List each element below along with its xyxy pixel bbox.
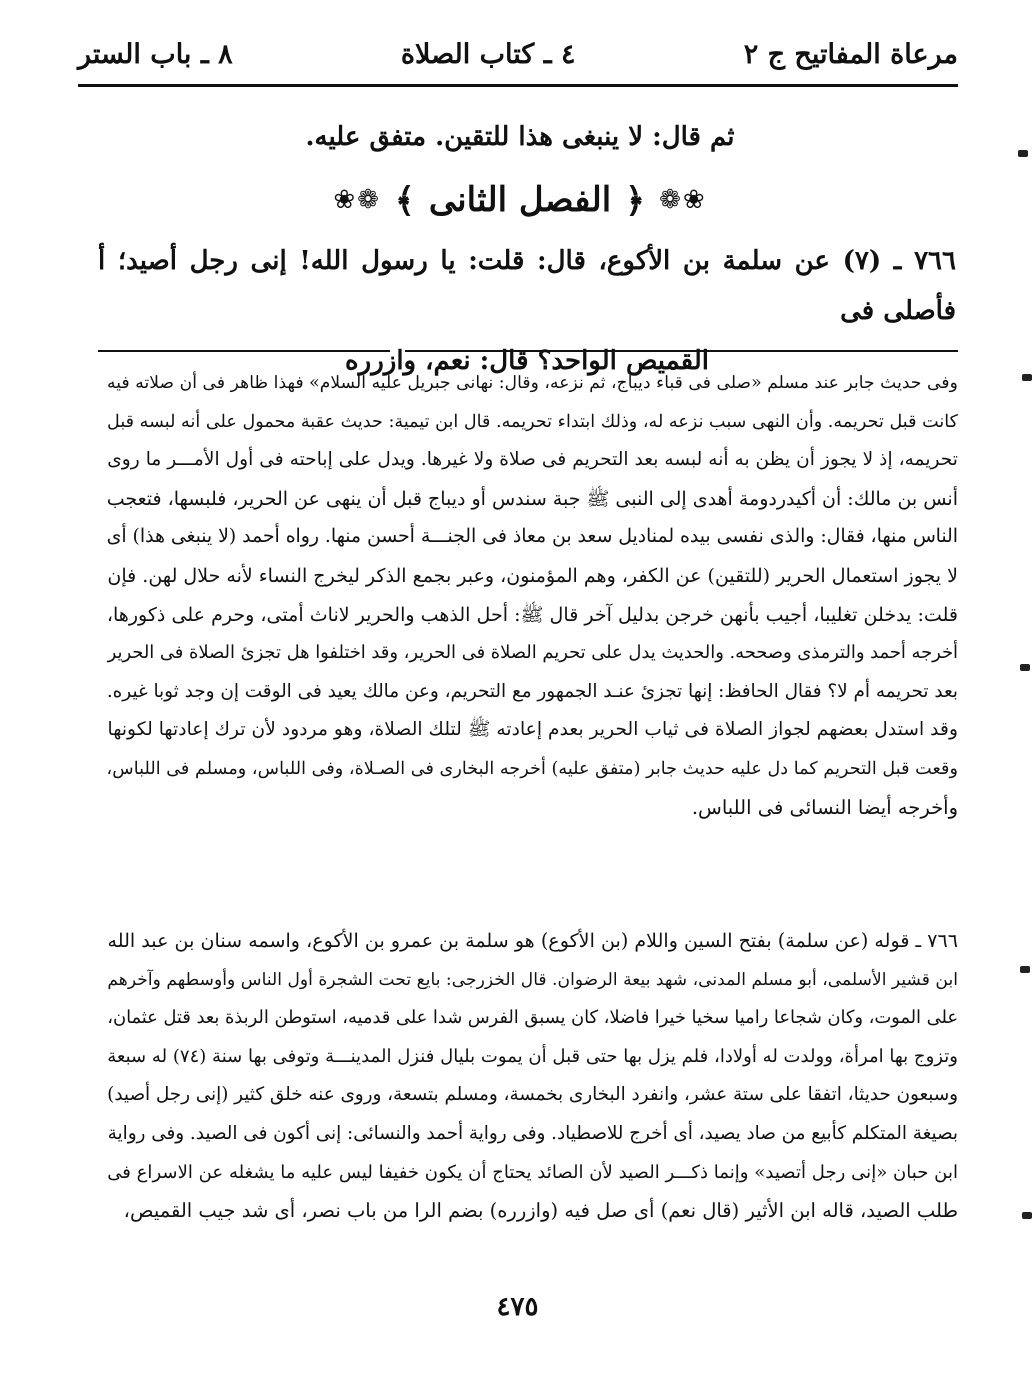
closing-line: ثم قال: لا ينبغى هذا للتقين. متفق عليه. [305,122,735,152]
commentary-line: وسبعون حديثا، اتفقا على ستة عشر، وانفرد البخارى بخمسة، ومسلم بتسعة، وروى عنه خلق كثير (إنى رجل أصيد) [107,1084,958,1106]
commentary-line: طلب الصيد، قاله ابن الأثير (قال نعم) أى صل فيه (وازرره) بضم الرا من باب نصر، أى شد جيب القميص، [123,1199,958,1223]
ornament-right-icon: ❀❁ [659,185,707,215]
commentary-line: وقعت قبل التحريم كما دل عليه حديث جابر (متفق عليه) أخرجه البخارى فى الصـلاة، وفى اللباس، ومسلم فى اللباس، [106,758,958,779]
hadith-line-2: القميص الواحد؟ قال: نعم، وازرره [345,346,709,376]
commentary-line: ابن قشير الأسلمى، أبو مسلم المدنى، شهد بيعة الرضوان. قال الخزرجى: بايع تحت الشجرة أول الناس وأوسطهم وآخرهم [107,969,958,990]
header-bab: ٨ ـ باب الستر [78,38,233,70]
header-kitab: ٤ ـ كتاب الصلاة [400,38,576,70]
commentary-line: على الموت، وكان شجاعا راميا سخيا خيرا فاضلا، كان يسبق الفرس شدا على قدميه، استوطن الربذة بعد قتل عثمان، [107,1007,958,1029]
footnote-rule-left [98,350,390,352]
commentary-line: لا يجوز استعمال الحرير (للتقين) عن الكفر، وهم المؤمنون، وعبر بجمع الذكر ليخرج النساء لأنه حلال لهن. فإن [107,564,958,587]
margin-mark [1020,664,1030,671]
commentary-line: وتزوج بها امرأة، وولدت له أولادا، فلم يزل بها حتى قبل أن يموت بليال فنزل المدينـــة وتوفى بها سنة (٧٤) له سبعة [107,1045,958,1067]
commentary-line: وأخرجه أيضا النسائى فى اللباس. [691,795,958,819]
commentary-line: ابن حبان «إنى رجل أتصيد» وإنما ذكـــر الصيد لأن الصائد يحتاج أن يكون خفيفا ليس عليه ما يشغله عن الاسراع فى [107,1161,958,1183]
commentary-block-2 [98,922,958,1231]
commentary-line: أنس بن مالك: أن أكيدردومة أهدى إلى النبى ﷺ جبة سندس أو ديباج قبل أن ينهى عن الحرير، فلبسها، فتعجب [106,487,958,510]
header-book-title: مرعاة المفاتيح ج ٢ [743,38,958,70]
margin-mark [1018,150,1028,157]
commentary-line: الناس منها، فقال: والذى نفسى بيده لمناديل سعد بن معاذ فى الجنـــة أحسن منها. رواه أحمد (لا ينبغى هذا) أى [106,526,958,548]
commentary-line: أخرجه أحمد والترمذى وصححه. والحديث يدل على تحريم الصلاة فى الحرير، وقد اختلفوا هل تجزئ الصلاة فى الحرير [107,642,958,664]
footnote-rule-right [405,350,958,352]
commentary-line: بعد تحريمه أم لا؟ فقال الحافظ: إنها تجزئ عنـد الجمهور مع التحريم، وعن مالك يعيد فى الوقت إن وجد ثوبا غيره. [106,680,958,702]
commentary-line: كانت قبل تحريمه. وأن النهى سبب نزعه له، وذلك ابتداء تحريمه. قال ابن تيمية: حديث عقبة محمول على أنه لبسه قبل [107,411,958,432]
page-number: ٤٧٥ [496,1292,539,1322]
commentary-line: وقد استدل بعضهم لجواز الصلاة فى ثياب الحرير بعدم إعادته ﷺ لتلك الصلاة، وهو مردود لأن ترك إعادتها لكونها [107,719,958,741]
commentary-block-1 [98,364,958,827]
commentary-line: بصيغة المتكلم كأبيع من صاد يصيد، أى أخرج للاصطياد. وفى رواية أحمد والنسائى: إنى أكون فى الصيد. وفى رواية [107,1122,958,1144]
commentary-line: تحريمه، إذ لا يجوز أن يظن به أنه لبسه بعد التحريم فى صلاة ولا غيرها. ويدل على إباحته فى أول الأمـــر ما روى [107,449,958,471]
ornament-left-icon: ❁❀ [333,185,381,215]
commentary-line: وفى حديث جابر عند مسلم «صلى فى قباء ديباج، ثم نزعه، وقال: نهانى جبريل عليه السلام» فهذا ظاهر فى أن صلاته فيه [107,373,958,393]
running-header [78,30,958,78]
hadith-line-1: ٧٦٦ ـ (٧) عن سلمة بن الأكوع، قال: قلت: يا رسول الله! إنى رجل أصيد؛ أ فأصلى فى [98,246,956,326]
header-rule [78,84,958,87]
section-title: الفصل الثانى [428,180,612,220]
margin-mark [1020,966,1030,973]
section-heading: ❀❁ ﴿ الفصل الثانى ﴾ ❁❀ [333,180,707,221]
margin-mark [1022,374,1032,381]
commentary-line: قلت: يدخلن تغليبا، أجيب بأنهن خرجن بدليل آخر قال ﷺ: أحل الذهب والحرير لاناث أمتى، وحرم على ذكورها، [106,603,958,626]
margin-mark [1022,1212,1032,1219]
commentary-line: ٧٦٦ ـ قوله (عن سلمة) بفتح السين واللام (بن الأكوع) هو سلمة بن عمرو بن الأكوع، واسمه سنان بن عبد الله [107,929,958,952]
